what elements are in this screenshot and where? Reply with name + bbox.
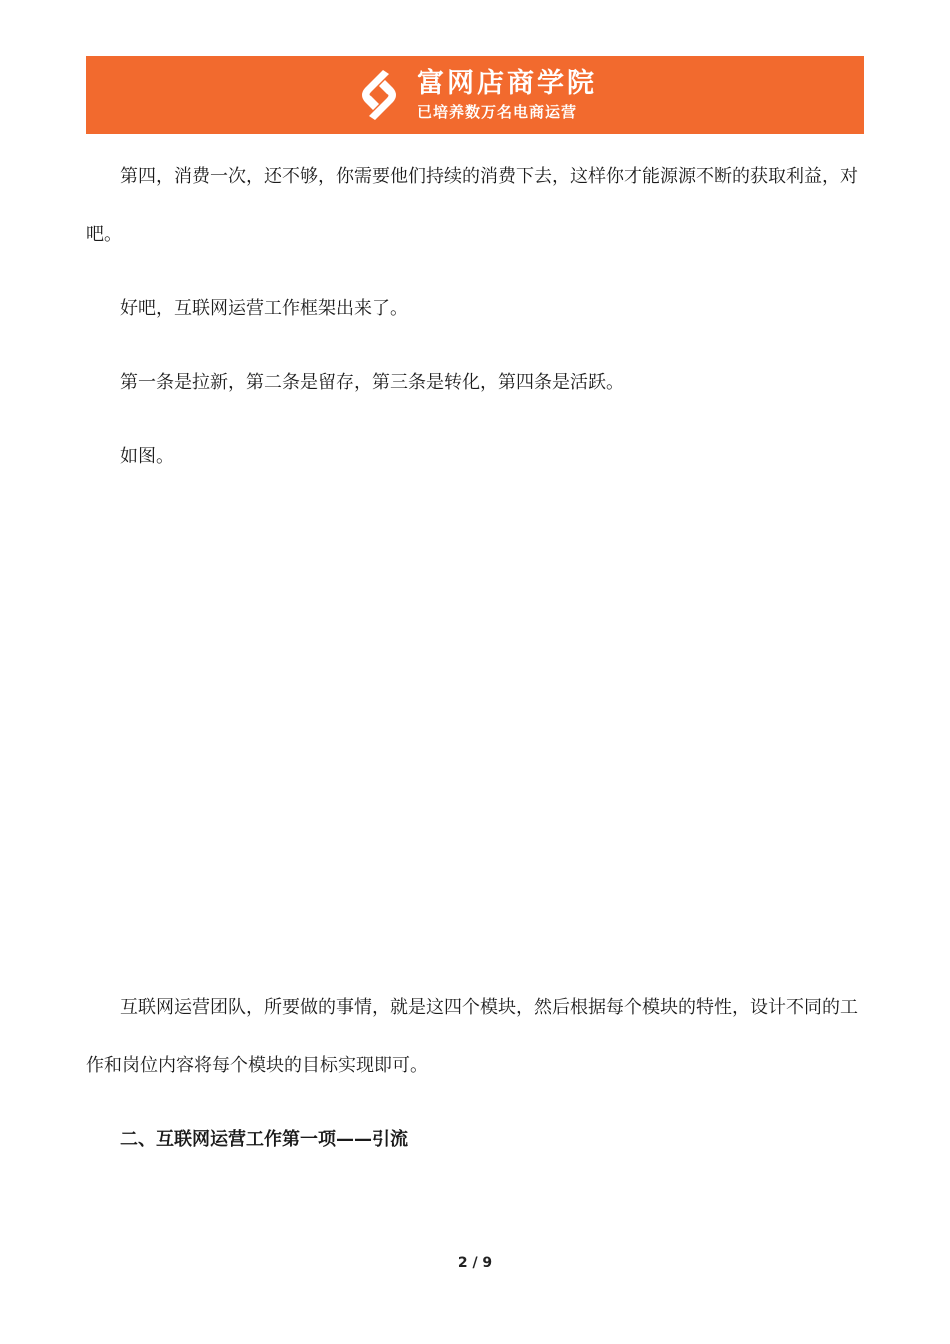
figure-placeholder [86, 485, 864, 975]
paragraph-2: 好吧，互联网运营工作框架出来了。 [120, 298, 408, 319]
banner-text [417, 68, 597, 122]
paragraph-1: 第四，消费一次，还不够，你需要他们持续的消费下去，这样你才能源源不断的获取利益，对吧。 [86, 166, 858, 245]
paragraph-4: 如图。 [120, 446, 174, 467]
banner-subtitle: 已培养数万名电商运营 [417, 103, 578, 121]
banner-title: 富网店商学院 [417, 68, 597, 99]
page-number: 2 / 9 [457, 1255, 493, 1271]
paragraph-3: 第一条是拉新，第二条是留存，第三条是转化，第四条是活跃。 [120, 372, 624, 393]
paragraph-5: 互联网运营团队，所要做的事情，就是这四个模块，然后根据每个模块的特性，设计不同的工作和岗位内容将每个模块的目标实现即可。 [86, 997, 858, 1076]
stylized-s-logo-icon [353, 66, 405, 124]
banner-content [353, 66, 597, 124]
section-heading: 二、互联网运营工作第一项——引流 [120, 1129, 408, 1150]
header-banner [86, 56, 864, 134]
